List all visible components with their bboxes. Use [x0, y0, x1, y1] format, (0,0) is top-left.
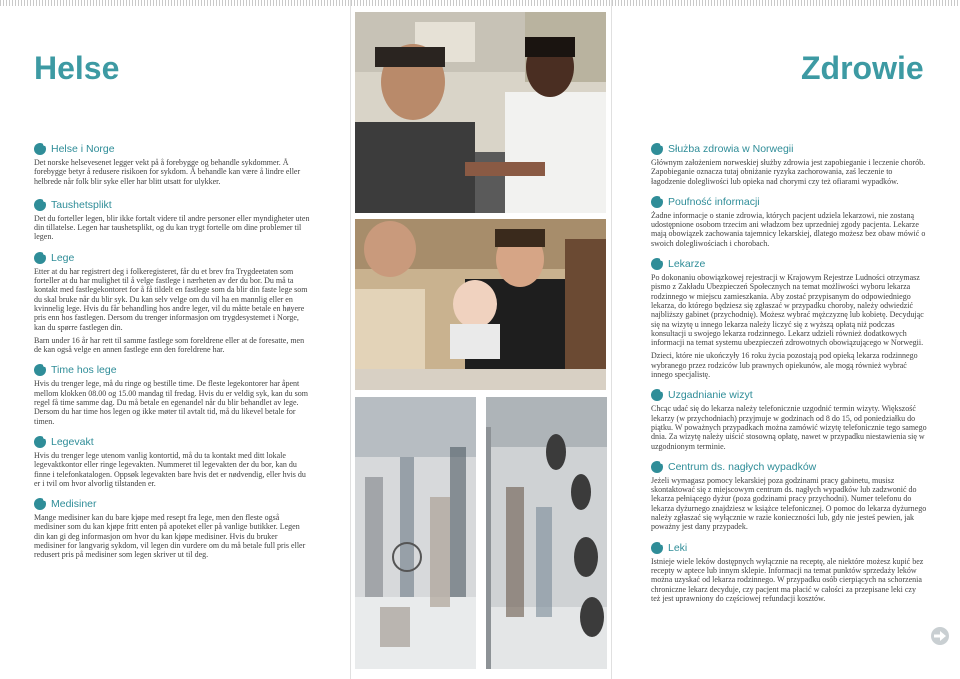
section-paragraph: Istnieje wiele leków dostępnych wyłącznie na receptę, ale niektóre możesz kupić bez recepty w aptece lub innym sklepie. Informacji na temat punktów sprzedaży leków można uzyskać od lekarza rodzinnego. W przypadku osób cierpiących na schorzenia chroniczne lekarz decyduje, czy pacjent ma płacić w całości za przepisane leki czy też jest uprawniony do częściowej refundacji kosztów. [651, 556, 924, 603]
section-sluzba-zdrowia [651, 142, 927, 186]
polish-column [651, 142, 927, 612]
section-heading: Poufność informacji [651, 195, 927, 209]
section-heading: Lege [34, 251, 310, 265]
section-medisiner [34, 497, 310, 559]
divider-line [611, 0, 612, 679]
section-paragraph: Jeżeli wymagasz pomocy lekarskiej poza godzinami pracy gabinetu, musisz skontaktować się z miejscowym centrum ds. nagłych wypadków lub zadzwonić do lekarza pełniącego dyżur (poza godzinami pracy przychodni). Numer telefonu do lekarza dyżurnego znajdziesz w książce telefonicznej. O pomoc do lekarza dyżurnego należy zgłaszać się wyłącznie w razie konieczności lub, gdy nie jesteś pewien, jak poważny jest dany przypadek. [651, 475, 927, 532]
section-lekarze [651, 257, 927, 379]
section-time-hos-lege [34, 363, 310, 425]
hospital-lobby-photo [486, 397, 607, 669]
page-title-norwegian: Helse [34, 50, 120, 86]
section-paragraph: Etter at du har registrert deg i folkeregisteret, får du et brev fra Trygdeetaten som forteller at du har mulighet til å velge fastlege i nærheten av der du bor. Du må ta kontakt med fastlegekontoret for å få tildelt en fastlege som da blir din faste lege som du skal bruke når du blir syk. Du kan selv velge om du vil ha en mannlig eller en kvinnelig lege. Hvis du får behandling hos andre leger, vil du måtte betale en høyere pris enn hos fastlegen. Dersom du trenger informasjon om trygdesystemet i Norge, kan du spørre fastlegen din. [34, 266, 308, 332]
section-bullet-icon [34, 364, 46, 376]
section-heading: Medisiner [34, 497, 310, 511]
section-bullet-icon [651, 461, 663, 473]
section-paragraph: Det du forteller legen, blir ikke fortalt videre til andre personer eller myndigheter uten din tillatelse. Legen har taushetsplikt, og du kan trygt fortelle om dine problemer til legen. [34, 213, 310, 242]
divider-line [350, 0, 351, 679]
section-heading: Uzgadnianie wizyt [651, 388, 927, 402]
section-bullet-icon [651, 258, 663, 270]
section-paragraph: Mange medisiner kan du bare kjøpe med resept fra lege, men den fleste også medisiner som du kan kjøpe fritt enten på apoteket eller på vanlige butikker. Legen din kan gi deg informasjon om hvor du kan kjøpe medisiner. Hvis du bruker medisiner for langvarig sykdom, vil legen din vurdere om du må betale full pris eller redusert pris på medisiner som legen skriver ut til deg. [34, 513, 306, 560]
section-heading: Helse i Norge [34, 142, 310, 156]
section-helse-i-norge [34, 142, 310, 186]
section-bullet-icon [651, 542, 663, 554]
section-heading: Leki [651, 541, 927, 555]
section-legevakt [34, 435, 310, 488]
section-bullet-icon [651, 389, 663, 401]
section-centrum-naglych-wypadkow [651, 460, 927, 532]
section-poufnosc [651, 195, 927, 248]
section-paragraph: Dzieci, które nie ukończyły 16 roku życia pozostają pod opieką lekarza rodzinnego wybranego przez rodziców lub prawnych opiekunów, ale mogą również wybrać innego specjalistę. [651, 351, 918, 380]
section-paragraph: Barn under 16 år har rett til samme fastlege som foreldrene eller at de foresatte, men de kan også velge en annen fastlege enn den foreldrene har. [34, 335, 305, 355]
section-paragraph: Hvis du trenger lege, må du ringe og bestille time. De fleste legekontorer har åpent mellom klokken 08.00 og 15.00 mandag til fredag. Hvis du er veldig syk, kan du som regel få time samme dag. Du må betale en egenandel når du blir behandlet av lege. Dersom du har time hos legen og ikke møter til avtalt tid, må du likevel betale for timen. [34, 379, 308, 426]
next-page-arrow-icon[interactable] [931, 627, 949, 645]
section-bullet-icon [34, 252, 46, 264]
section-bullet-icon [651, 196, 663, 208]
section-heading: Legevakt [34, 435, 310, 449]
section-heading: Taushetsplikt [34, 198, 310, 212]
section-taushetsplikt [34, 198, 310, 242]
section-bullet-icon [34, 436, 46, 448]
section-paragraph: Chcąc udać się do lekarza należy telefonicznie uzgodnić termin wizyty. Większość lekarzy (w przychodniach) przyjmuje w godzinach od 8 do 15, od poniedziałku do piątku. W poważnych przypadkach można zamówić wizytę telefonicznie tego samego dnia. Za wizytę należy uiścić stosowną opłatę, nawet w przypadku niestawienia się w uzgodnionym terminie. [651, 404, 927, 451]
section-paragraph: Po dokonaniu obowiązkowej rejestracji w Krajowym Rejestrze Ludności otrzymasz pismo z Zakładu Ubezpieczeń Społecznych na temat możliwości wyboru lekarza rodzinnego w miejscu zamieszkania. Aby zostać przypisanym do odpowiedniego lekarza, do którego będziesz się zgłaszać w przypadku choroby, należy odwiedzić najbliższy gabinet (przychodnię). Możesz wybrać mężczyznę lub kobietę. Decydując się na wizytę u innego lekarza należy liczyć się z wyższą opłatą niż podczas konsultacji u swojego lekarza rodzinnego. Lekarz udzieli również dodatkowych informacji na temat systemu ubezpieczeń zdrowotnych obowiązującego w Norwegii. [651, 273, 924, 348]
section-uzgadnianie-wizyt [651, 388, 927, 450]
section-bullet-icon [34, 199, 46, 211]
section-heading: Time hos lege [34, 363, 310, 377]
hospital-hallway-photo [355, 397, 476, 669]
section-paragraph: Det norske helsevesenet legger vekt på å forebygge og behandle sykdommer. Å forebygge betyr å redusere risikoen for sykdom. Å behandle kan være å lindre eller helbrede når folk blir syke eller har blitt utsatt for ulykker. [34, 158, 301, 186]
top-decorative-strip [0, 0, 960, 6]
section-heading: Służba zdrowia w Norwegii [651, 142, 927, 156]
section-paragraph: Głównym założeniem norweskiej służby zdrowia jest zapobieganie i leczenie chorób. Zapobieganie oznacza tutaj obniżanie ryzyka zachorowania, zaś leczenie to łagodzenie dolegliwości lub opieka nad chorymi czy też ofiarami wypadków. [651, 158, 926, 186]
section-bullet-icon [34, 498, 46, 510]
page-title-polish: Zdrowie [801, 50, 924, 86]
section-bullet-icon [651, 143, 663, 155]
section-paragraph: Żadne informacje o stanie zdrowia, których pacjent udziela lekarzowi, nie zostaną udostępnione osobom trzecim ani władzom bez uprzedniej zgody pacjenta. Lekarze mają obowiązek zachowania tajemnicy lekarskiej, dlatego możesz bez obaw mówić o swoich dolegliwościach i chorobach. [651, 210, 926, 248]
doctor-patient-photo [355, 12, 606, 213]
section-paragraph: Hvis du trenger lege utenom vanlig kontortid, må du ta kontakt med ditt lokale legevaktkontor eller ringe legevakten. Nummeret til legevakten der du bor, kan du finne i telefonkatalogen. Oppsøk legevakten bare hvis det er nødvendig, eller hvis du er i tvil om hvor alvorlig tilstanden er. [34, 450, 306, 488]
family-baby-photo [355, 219, 606, 390]
section-lege [34, 251, 310, 355]
section-heading: Centrum ds. nagłych wypadków [651, 460, 927, 474]
section-heading: Lekarze [651, 257, 927, 271]
section-leki [651, 541, 927, 603]
section-bullet-icon [34, 143, 46, 155]
norwegian-column [34, 142, 310, 569]
